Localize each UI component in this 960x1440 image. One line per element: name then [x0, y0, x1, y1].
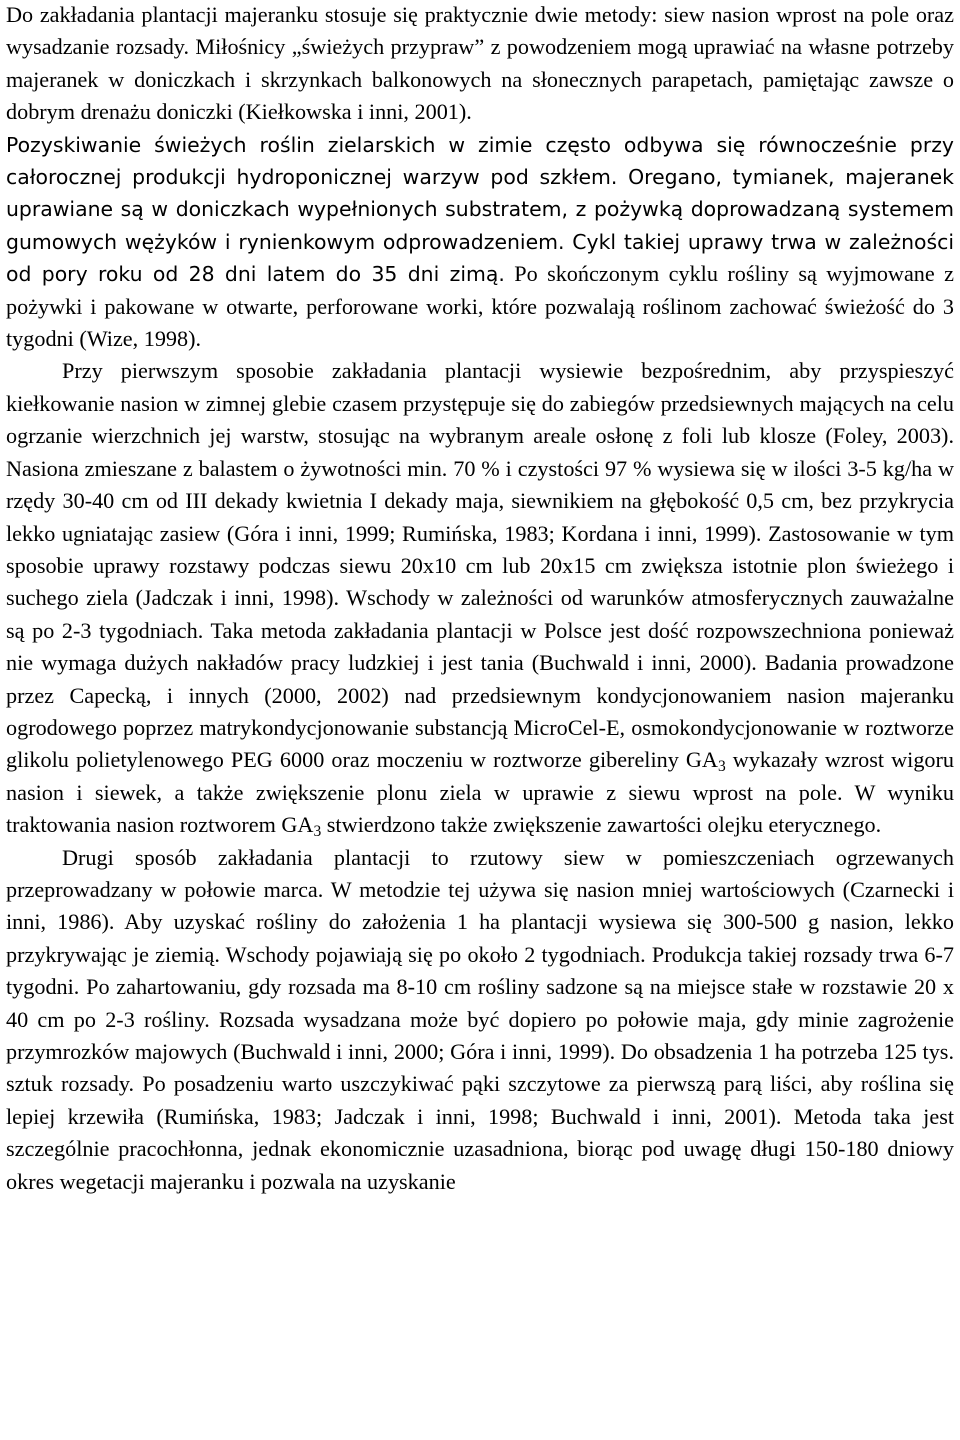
subscript: 3 — [717, 758, 726, 776]
paragraph-seedlings-text: Drugi sposób zakładania plantacji to rzutowy siew w pomieszczeniach ogrzewanych przeprowadzany w połowie marca. W metodzie tej używa się nasion mniej wartościowych (Czarnecki i inni, 1986). Aby uzyskać rośliny do założenia 1 ha plantacji wysiewa się 300-500 g nasion, lekko przykrywając je ziemią. Wschody pojawiają się po około 2 tygodniach. Produkcja takiej rozsady trwa 6-7 tygodni. Po zahartowaniu, gdy rozsada ma 8-10 cm rośliny sadzone są na miejsce stałe w rozstawie 20 x 40 cm po 2-3 rośliny. Rozsada wysadzana może być dopiero po połowie maja, gdy minie zagrożenie przymrozków majowych (Buchwald i inni, 2000; Góra i inni, 1999). Do obsadzenia 1 ha potrzeba 125 tys. sztuk rozsady. Po posadzeniu warto uszczykiwać pąki szczytowe za pierwszą parą liści, aby roślina się lepiej krzewiła (Rumińska, 1983; Jadczak i inni, 1998; Buchwald i inni, 2001). Metoda taka jest szczególnie pracochłonna, jednak ekonomicznie uzasadniona, biorąc pod uwagę długi 150-180 dniowy okres wegetacji majeranku i pozwala na uzyskanie — [6, 844, 954, 1194]
paragraph-direct-sowing-text-end: stwierdzono także zwiększenie zawartości olejku eterycznego. — [321, 812, 882, 838]
subscript: 3 — [313, 823, 322, 841]
paragraph-intro-end-text: Po skończonym cyklu rośliny są wyjmowane z pożywki i pakowane w otwarte, perforowane worki, które pozwalają roślinom zachować świeżość do 3 tygodni (Wize, 1998). — [6, 261, 954, 352]
paragraph-direct-sowing-text-cont: wykazały wzrost wigoru nasion i siewek, a także zwiększenie plonu ziela w uprawie z siewu wprost na pole. W wyniku traktowania nasion roztworem GA — [6, 747, 954, 838]
paragraph-intro-text: Do zakładania plantacji majeranku stosuje się praktycznie dwie metody: siew nasion wprost na pole oraz wysadzanie rozsady. Miłośnicy „świeżych przypraw” z powodzeniem mogą uprawiać na własne potrzeby majeranek w doniczkach i skrzynkach balkonowych na słonecznych parapetach, pamiętając zawsze o dobrym drenażu doniczki (Kiełkowska i inni, 2001). — [6, 2, 954, 125]
paragraph-seedlings — [6, 842, 954, 1198]
paragraph-direct-sowing-text: Przy pierwszym sposobie zakładania plantacji wysiewie bezpośrednim, aby przyspieszyć kiełkowanie nasion w zimnej glebie czasem przystępuje się do zabiegów przedsiewnych mających na celu ogrzanie wierzchnich jej warstw, stosując na wybranym areale osłonę z foli lub klosze (Foley, 2003). Nasiona zmieszane z balastem o żywotności min. 70 % i czystości 97 % wysiewa się w ilości 3-5 kg/ha w rzędy 30-40 cm od III dekady kwietnia I dekady maja, siewnikiem na głębokość 0,5 cm, bez przykrycia lekko ugniatając zasiew (Góra i inni, 1999; Rumińska, 1983; Kordana i inni, 1999). Zastosowanie w tym sposobie uprawy rozstawy podczas siewu 20x10 cm lub 20x15 cm zwiększa istotnie plon świeżego i suchego ziela (Jadczak i inni, 1998). Wschody w zależności od warunków atmosferycznych zauważalne są po 2-3 tygodniach. Taka metoda zakładania plantacji w Polsce jest dość rozpowszechniona ponieważ nie wymaga dużych nakładów pracy ludzkiej i jest tania (Buchwald i inni, 2000). Badania prowadzone przez Capecką, i innych (2000, 2002) nad przedsiewnym kondycjonowaniem nasion majeranku ogrodowego poprzez matrykondycjonowanie substancją MicroCel-E, osmokondycjonowanie w roztworze glikolu polietylenowego PEG 6000 oraz moczeniu w roztworze gibereliny GA — [6, 358, 954, 773]
paragraph-intro — [6, 0, 954, 355]
paragraph-direct-sowing — [6, 355, 954, 841]
paragraph-hydroponic-text: Pozyskiwanie świeżych roślin zielarskich w zimie często odbywa się równocześnie przy całorocznej produkcji hydroponicznej warzyw pod szkłem. Oregano, tymianek, majeranek uprawiane są w doniczkach wypełnionych substratem, z pożywką doprowadzaną systemem gumowych wężyków i rynienkowym odprowadzeniem. Cykl takiej uprawy trwa w zależności od pory roku od 28 dni latem do 35 dni zimą. — [6, 132, 954, 287]
